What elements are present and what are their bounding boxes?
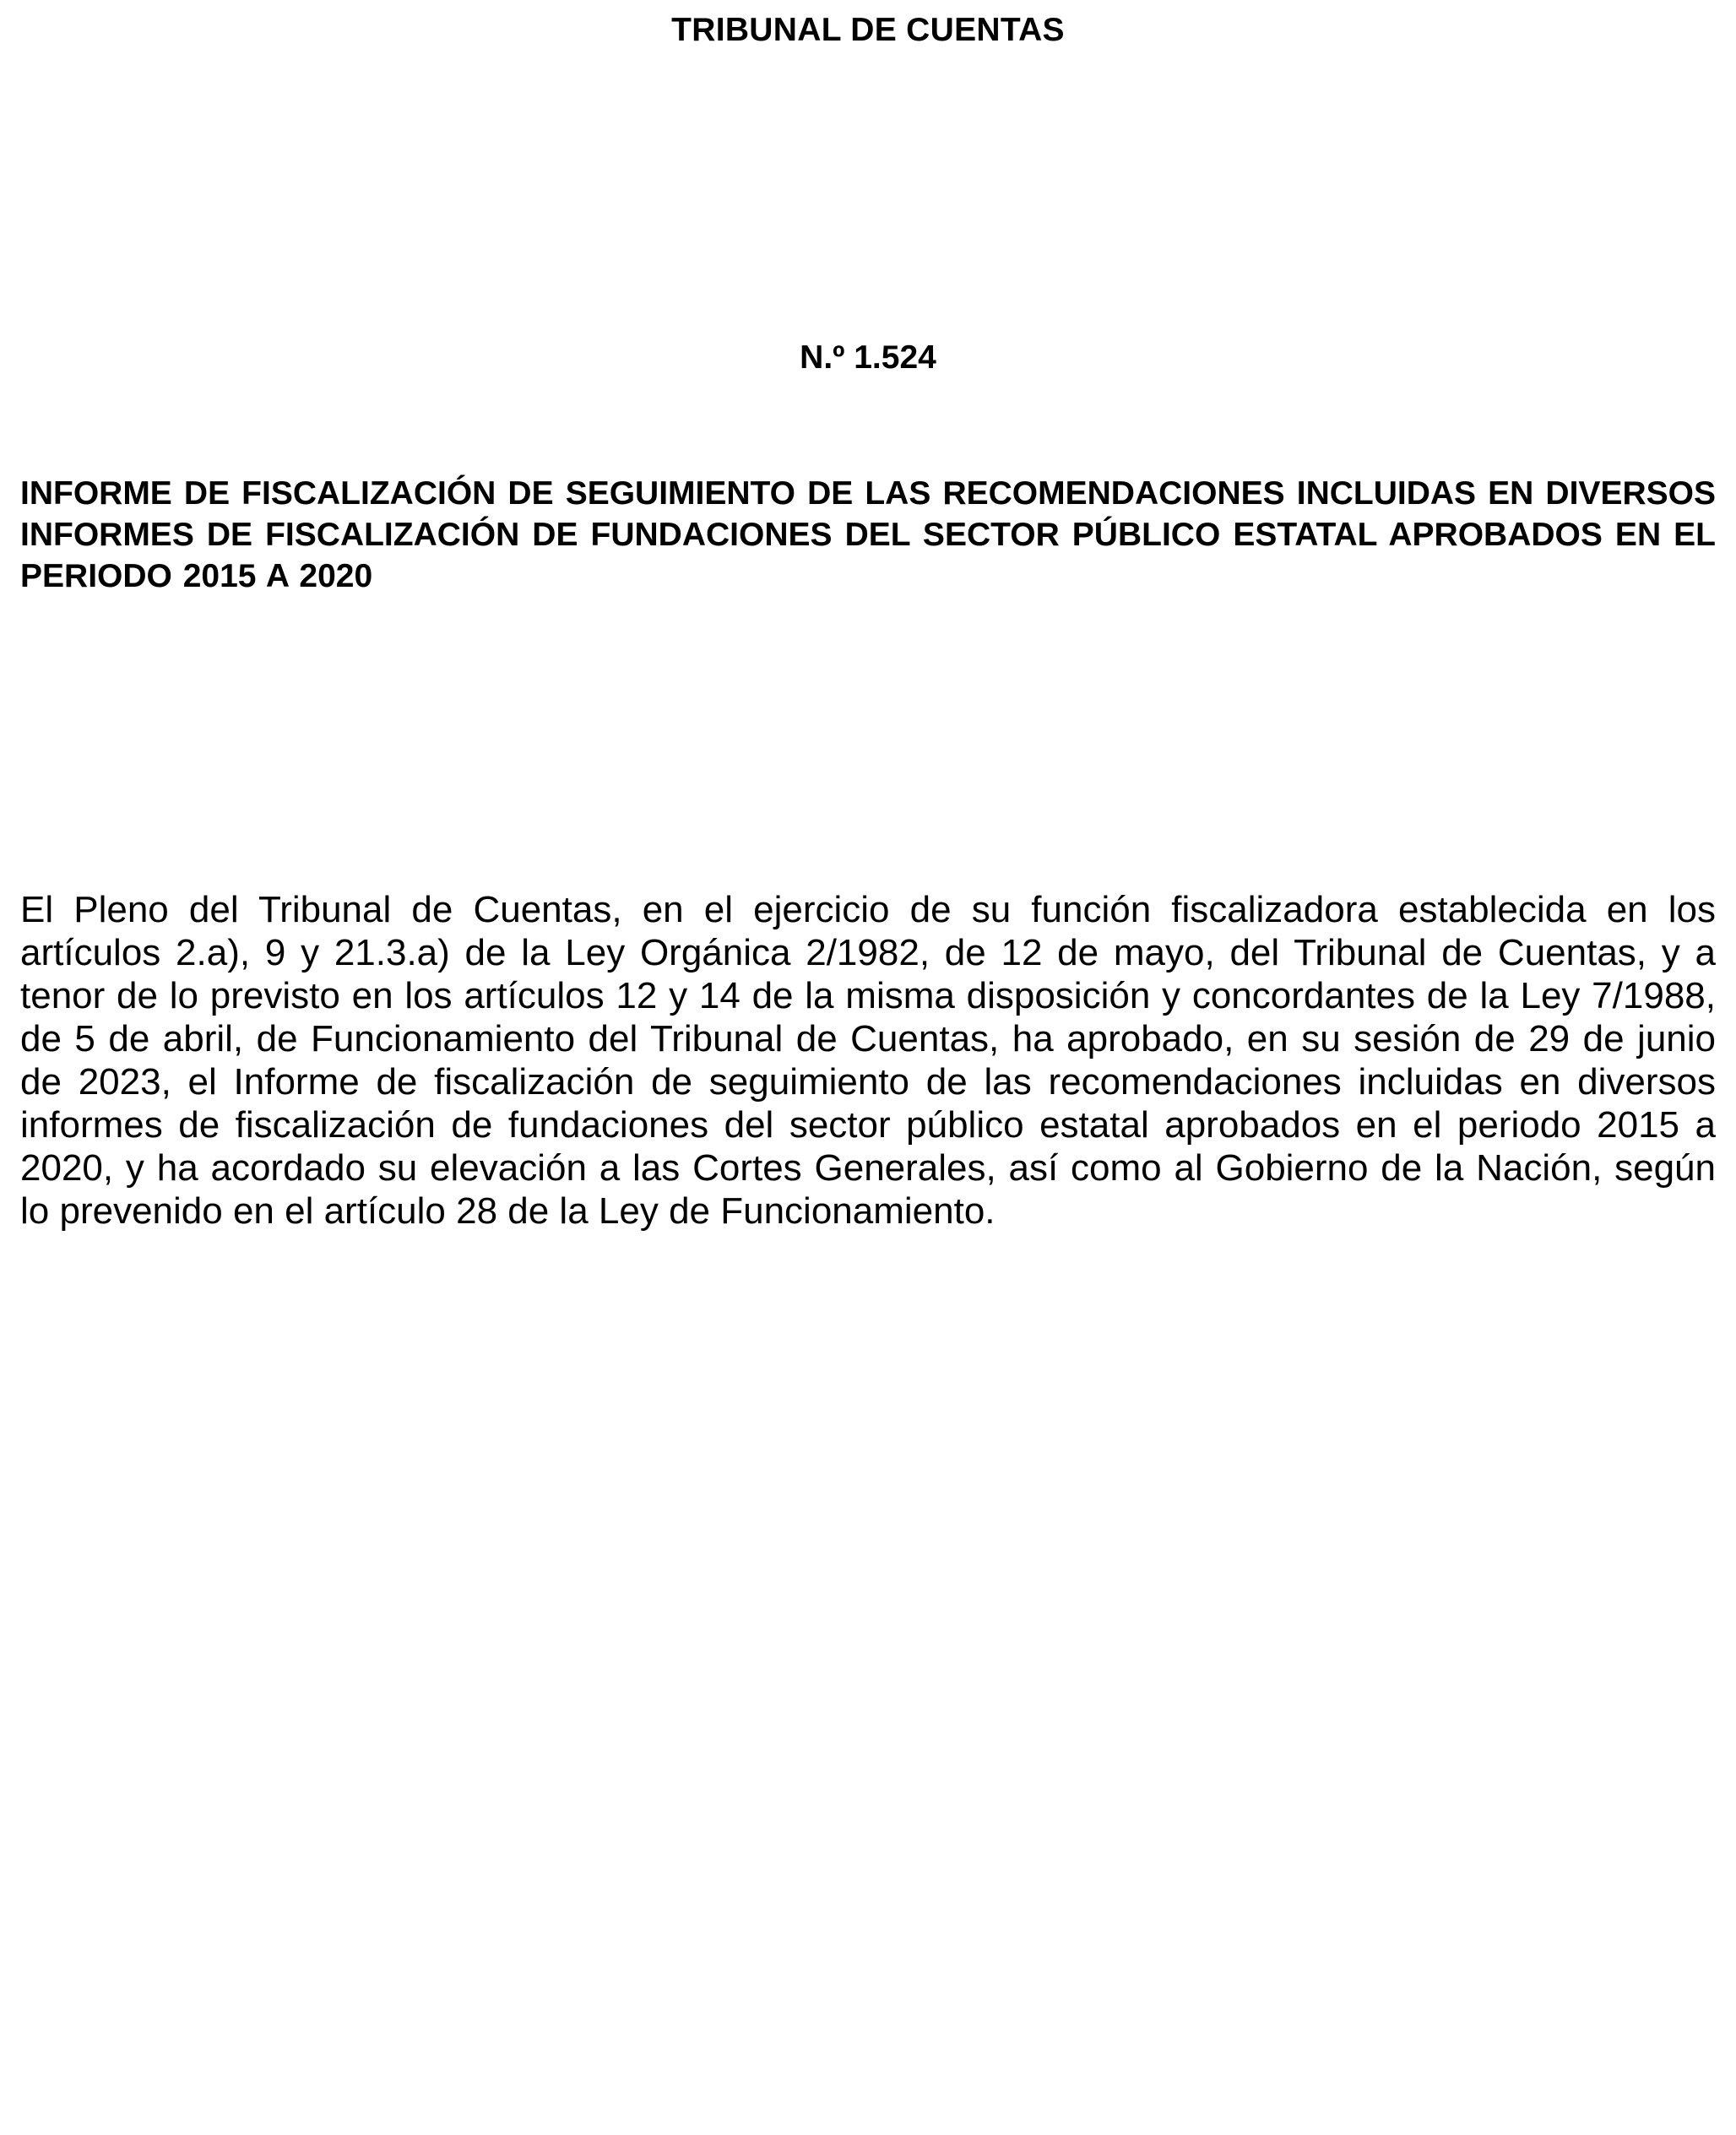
approval-paragraph: El Pleno del Tribunal de Cuentas, en el ejercicio de su función fiscalizadora establecida en los artículos 2.a), 9 y 21.3.a) de la Ley Orgánica 2/1982, de 12 de mayo, del Tribunal de Cuentas, y a tenor de lo previsto en los artículos 12 y 14 de la misma disposición y concordantes de la Ley 7/1988, de 5 de abril, de Funcionamiento del Tribunal de Cuentas, ha aprobado, en su sesión de 29 de junio de 2023, el Informe de fiscalización de seguimiento de las recomendaciones incluidas en diversos informes de fiscalización de fundaciones del sector público estatal aprobados en el periodo 2015 a 2020, y ha acordado su elevación a las Cortes Generales, así como al Gobierno de la Nación, según lo prevenido en el artículo 28 de la Ley de Funcionamiento. bbox=[20, 889, 1716, 1232]
report-number: N.º 1.524 bbox=[800, 339, 936, 376]
report-title: INFORME DE FISCALIZACIÓN DE SEGUIMIENTO DE LAS RECOMENDACIONES INCLUIDAS EN DIVERSOS INFORMES DE FISCALIZACIÓN DE FUNDACIONES DEL SECTOR PÚBLICO ESTATAL APROBADOS EN EL PERIODO 2015 A 2020 bbox=[20, 475, 1716, 594]
institution-header: TRIBUNAL DE CUENTAS bbox=[671, 12, 1065, 48]
